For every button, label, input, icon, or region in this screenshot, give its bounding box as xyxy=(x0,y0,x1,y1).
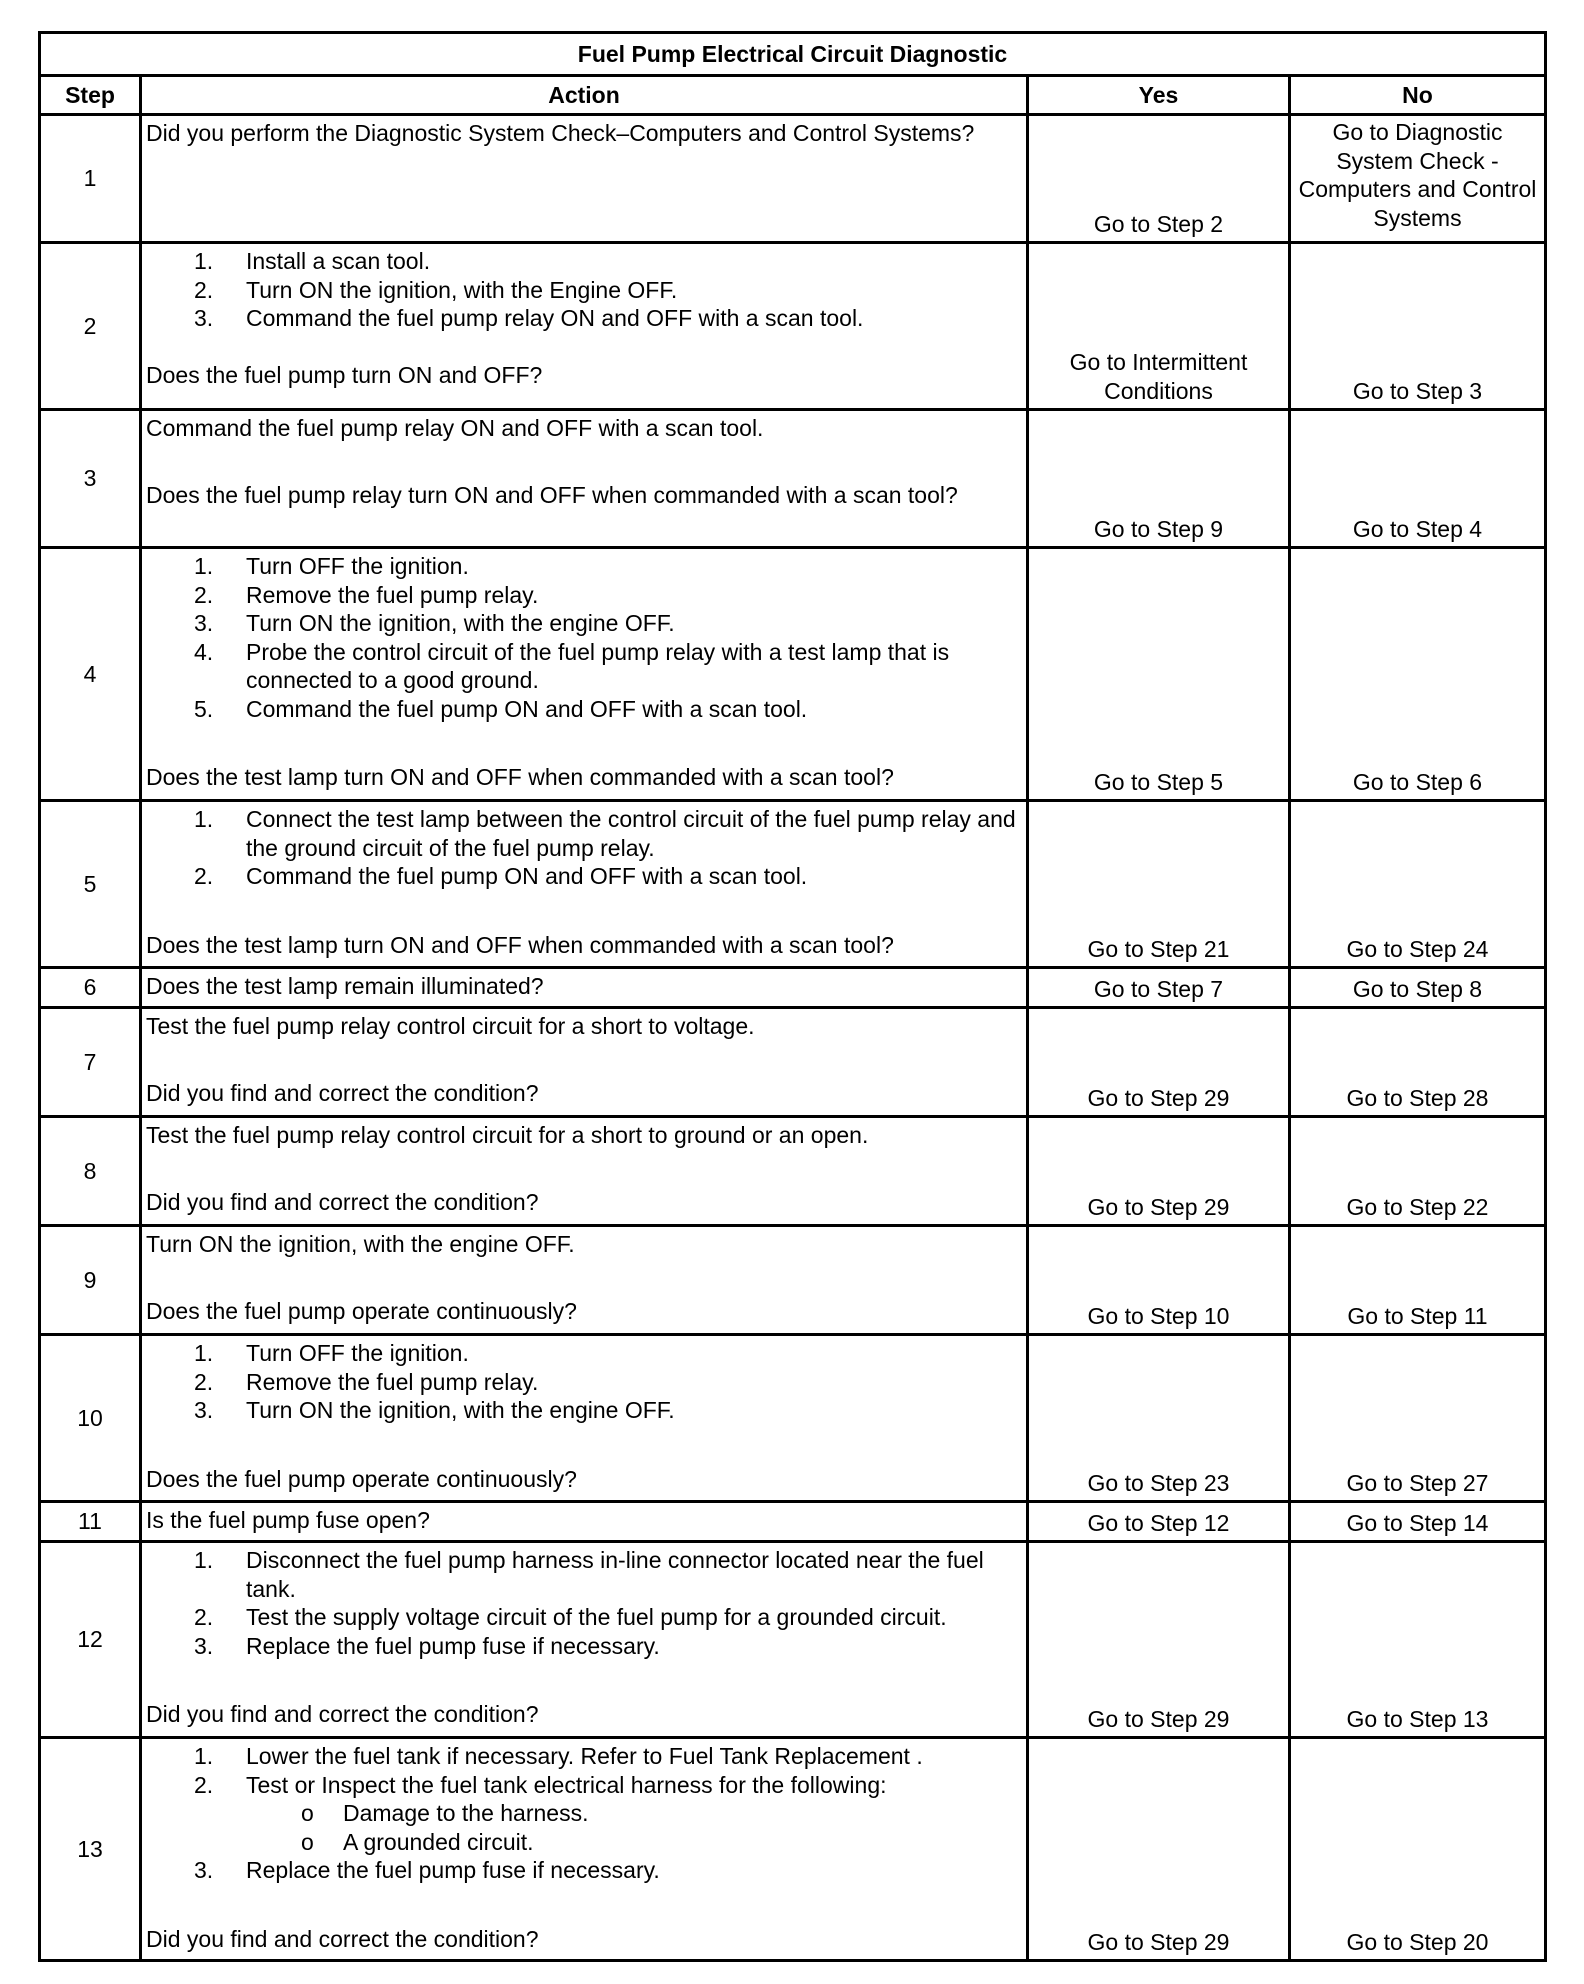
action-text: Turn ON the ignition, with the engine OFF. xyxy=(146,1231,575,1257)
no-cell: Go to Diagnostic System Check - Computers and Control Systems xyxy=(1290,115,1546,243)
action-steps xyxy=(146,1339,1022,1425)
table-row xyxy=(40,1008,1546,1117)
title-row xyxy=(40,33,1546,76)
no-cell: Go to Step 11 xyxy=(1290,1226,1546,1335)
action-sublist xyxy=(146,1799,1022,1856)
no-cell: Go to Step 14 xyxy=(1290,1502,1546,1542)
action-text: Does the test lamp remain illuminated? xyxy=(146,973,544,999)
action-step: 2. Test the supply voltage circuit of the fuel pump for a grounded circuit. xyxy=(194,1604,947,1630)
step-number: 9 xyxy=(40,1226,141,1335)
action-question: Did you find and correct the condition? xyxy=(146,1079,539,1106)
action-step: 5. Command the fuel pump ON and OFF with a scan tool. xyxy=(194,695,808,722)
header-action: Action xyxy=(141,76,1028,115)
action-subitem: o A grounded circuit. xyxy=(301,1828,534,1855)
action-cell xyxy=(141,968,1028,1008)
action-cell xyxy=(141,115,1028,243)
header-no: No xyxy=(1290,76,1546,115)
no-cell: Go to Step 8 xyxy=(1290,968,1546,1008)
header-step: Step xyxy=(40,76,141,115)
step-number: 1 xyxy=(40,115,141,243)
action-cell xyxy=(141,410,1028,548)
header-yes: Yes xyxy=(1028,76,1290,115)
table-row xyxy=(40,1226,1546,1335)
step-number: 3 xyxy=(40,410,141,548)
header-row xyxy=(40,76,1546,115)
no-cell: Go to Step 3 xyxy=(1290,243,1546,410)
yes-cell: Go to Step 23 xyxy=(1028,1335,1290,1502)
no-cell: Go to Step 13 xyxy=(1290,1542,1546,1738)
action-step: 1. Connect the test lamp between the control circuit of the fuel pump relay and the ground circuit of the fuel pump relay. xyxy=(194,806,1016,861)
action-step: 2. Remove the fuel pump relay. xyxy=(194,581,539,608)
action-step: 1. Install a scan tool. xyxy=(194,248,431,274)
diagnostic-table xyxy=(38,31,1547,1962)
table-row xyxy=(40,1542,1546,1738)
no-cell: Go to Step 24 xyxy=(1290,801,1546,968)
action-steps xyxy=(146,247,1022,333)
action-question: Does the fuel pump operate continuously? xyxy=(146,1465,577,1492)
action-step: 2. Turn ON the ignition, with the Engine OFF. xyxy=(194,276,678,303)
action-steps xyxy=(146,1856,1022,1885)
action-step: 3. Turn ON the ignition, with the engine OFF. xyxy=(194,1397,675,1423)
step-number: 5 xyxy=(40,801,141,968)
action-cell xyxy=(141,548,1028,801)
step-number: 13 xyxy=(40,1738,141,1961)
action-cell xyxy=(141,801,1028,968)
action-step: 2. Command the fuel pump ON and OFF with a scan tool. xyxy=(194,863,808,889)
no-cell: Go to Step 27 xyxy=(1290,1335,1546,1502)
action-step: 3. Replace the fuel pump fuse if necessary. xyxy=(194,1632,660,1659)
step-number: 10 xyxy=(40,1335,141,1502)
step-number: 4 xyxy=(40,548,141,801)
table-row xyxy=(40,243,1546,410)
step-number: 8 xyxy=(40,1117,141,1226)
no-cell: Go to Step 4 xyxy=(1290,410,1546,548)
action-steps xyxy=(146,805,1022,891)
step-number: 11 xyxy=(40,1502,141,1542)
yes-cell: Go to Step 29 xyxy=(1028,1117,1290,1226)
action-step: 3. Command the fuel pump relay ON and OFF with a scan tool. xyxy=(194,305,864,331)
yes-cell: Go to Step 7 xyxy=(1028,968,1290,1008)
action-question: Did you find and correct the condition? xyxy=(146,1188,539,1215)
table-row xyxy=(40,1502,1546,1542)
yes-cell: Go to Step 5 xyxy=(1028,548,1290,801)
action-step: 1. Turn OFF the ignition. xyxy=(194,1340,469,1366)
table-row xyxy=(40,968,1546,1008)
action-cell xyxy=(141,1226,1028,1335)
action-text: Command the fuel pump relay ON and OFF with a scan tool. xyxy=(146,415,764,441)
step-number: 6 xyxy=(40,968,141,1008)
action-subitem: o Damage to the harness. xyxy=(301,1800,589,1826)
table-row xyxy=(40,410,1546,548)
action-cell xyxy=(141,243,1028,410)
action-step: 2. Remove the fuel pump relay. xyxy=(194,1368,539,1395)
action-question: Does the fuel pump turn ON and OFF? xyxy=(146,361,543,388)
document xyxy=(38,31,1544,1962)
table-row xyxy=(40,1117,1546,1226)
yes-cell: Go to Intermittent Conditions xyxy=(1028,243,1290,410)
table-row xyxy=(40,115,1546,243)
action-text: Test the fuel pump relay control circuit for a short to voltage. xyxy=(146,1013,755,1039)
action-cell xyxy=(141,1502,1028,1542)
step-number: 2 xyxy=(40,243,141,410)
action-step: 1. Turn OFF the ignition. xyxy=(194,553,469,579)
yes-cell: Go to Step 29 xyxy=(1028,1738,1290,1961)
yes-cell: Go to Step 12 xyxy=(1028,1502,1290,1542)
action-steps xyxy=(146,552,1022,723)
no-cell: Go to Step 20 xyxy=(1290,1738,1546,1961)
action-step: 4. Probe the control circuit of the fuel pump relay with a test lamp that is connected to a good ground. xyxy=(194,638,950,693)
action-question: Does the test lamp turn ON and OFF when commanded with a scan tool? xyxy=(146,931,894,958)
no-cell: Go to Step 6 xyxy=(1290,548,1546,801)
action-cell xyxy=(141,1335,1028,1502)
action-question: Does the test lamp turn ON and OFF when commanded with a scan tool? xyxy=(146,764,894,790)
action-cell xyxy=(141,1008,1028,1117)
action-steps xyxy=(146,1546,1022,1660)
step-number: 7 xyxy=(40,1008,141,1117)
action-step: 2. Test or Inspect the fuel tank electrical harness for the following: xyxy=(194,1771,887,1798)
action-question: Did you find and correct the condition? xyxy=(146,1925,539,1952)
yes-cell: Go to Step 10 xyxy=(1028,1226,1290,1335)
yes-cell: Go to Step 29 xyxy=(1028,1542,1290,1738)
action-step: 3. Replace the fuel pump fuse if necessary. xyxy=(194,1857,660,1883)
action-question: Does the fuel pump operate continuously? xyxy=(146,1297,577,1324)
action-step: 1. Disconnect the fuel pump harness in-line connector located near the fuel tank. xyxy=(194,1547,984,1602)
action-cell xyxy=(141,1738,1028,1961)
table-row xyxy=(40,801,1546,968)
action-text: Is the fuel pump fuse open? xyxy=(146,1507,430,1533)
action-cell xyxy=(141,1542,1028,1738)
yes-cell: Go to Step 29 xyxy=(1028,1008,1290,1117)
no-cell: Go to Step 28 xyxy=(1290,1008,1546,1117)
table-title: Fuel Pump Electrical Circuit Diagnostic xyxy=(40,33,1546,76)
action-step: 1. Lower the fuel tank if necessary. Refer to Fuel Tank Replacement . xyxy=(194,1743,923,1769)
table-row xyxy=(40,548,1546,801)
action-cell xyxy=(141,1117,1028,1226)
action-question: Does the fuel pump relay turn ON and OFF when commanded with a scan tool? xyxy=(146,481,958,508)
table-row xyxy=(40,1738,1546,1961)
yes-cell: Go to Step 9 xyxy=(1028,410,1290,548)
action-step: 3. Turn ON the ignition, with the engine OFF. xyxy=(194,610,675,636)
yes-cell: Go to Step 21 xyxy=(1028,801,1290,968)
action-text: Did you perform the Diagnostic System Check–Computers and Control Systems? xyxy=(146,120,975,146)
action-text: Test the fuel pump relay control circuit for a short to ground or an open. xyxy=(146,1122,869,1148)
action-question: Did you find and correct the condition? xyxy=(146,1701,539,1727)
yes-cell: Go to Step 2 xyxy=(1028,115,1290,243)
step-number: 12 xyxy=(40,1542,141,1738)
no-cell: Go to Step 22 xyxy=(1290,1117,1546,1226)
table-row xyxy=(40,1335,1546,1502)
action-steps xyxy=(146,1742,1022,1799)
